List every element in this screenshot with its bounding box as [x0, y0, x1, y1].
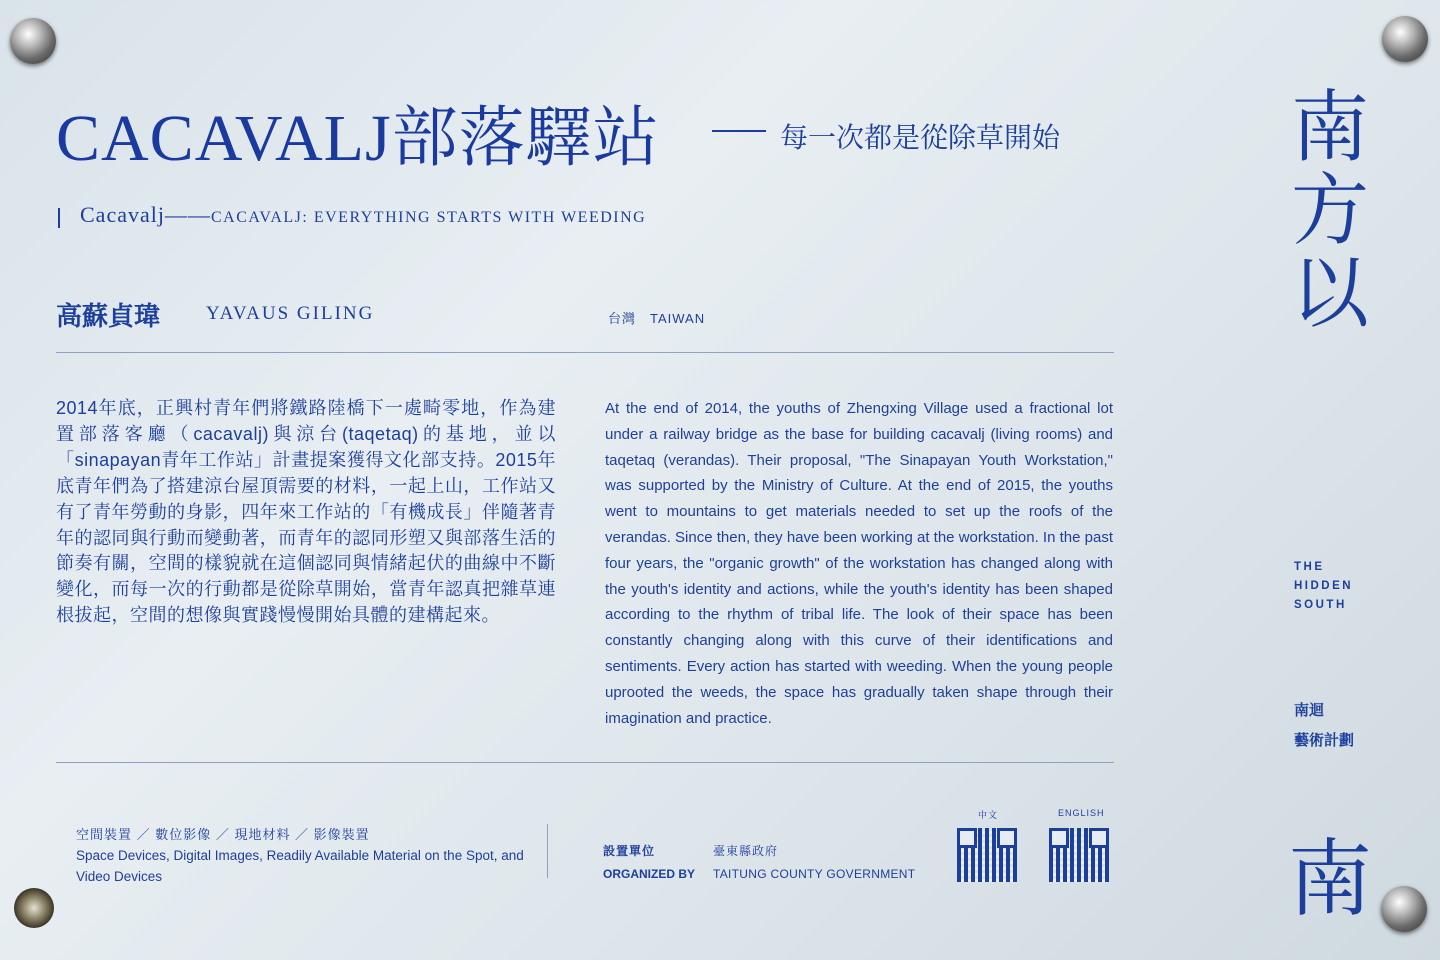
subtitle-name: Cacavalj	[80, 202, 165, 227]
subtitle-bar	[58, 208, 60, 228]
artist-country	[608, 308, 719, 327]
hidden-south-line-3: SOUTH	[1294, 599, 1347, 611]
title-dash	[712, 130, 766, 132]
subtitle-en	[80, 202, 646, 228]
project-line-2: 藝術計劃	[1294, 732, 1355, 749]
country-cn: 台灣	[608, 311, 637, 326]
description-cn: 2014年底，正興村青年們將鐵路陸橋下一處畸零地，作為建置部落客廳（cacavalj)與涼台(taqetaq)的基地，並以「sinapayan青年工作站」計畫提案獲得文化部支持。2015年底青年們為了搭建涼台屋頂需要的材料，一起上山，工作站又有了青年勞動的身影，四年來工作站的「有機成長」伴隨著青年的認同與行動而變動著，而青年的認同形塑又與部落生活的節奏有關，空間的樣貌就在這個認同與情緒起伏的曲線中不斷變化，而每一次的行動都是從除草開始，當青年認真把雜草連根拔起，空間的想像與實踐慢慢開始具體的建構起來。	[56, 398, 556, 626]
artist-name-cn: 高蘇貞瑋	[56, 301, 161, 331]
screw-bottom-right	[1381, 886, 1427, 932]
project-line-1: 南迴	[1294, 702, 1325, 719]
organizer-name-cn: 臺東縣政府	[713, 844, 779, 858]
medium-block	[56, 824, 546, 887]
project-name-cn	[1294, 696, 1354, 756]
hidden-south-line-2: HIDDEN	[1294, 580, 1354, 592]
country-en: TAIWAN	[650, 311, 706, 326]
organizer-label-cn: 設置單位	[603, 844, 656, 858]
medium-en: Space Devices, Digital Images, Readily Available Material on the Spot, and Video Devices	[76, 848, 524, 884]
qr-label-en: ENGLISH	[1058, 808, 1105, 818]
artist-name-en: YAVAUS GILING	[206, 303, 375, 324]
subtitle-dash: ——	[164, 202, 211, 227]
hidden-south-label	[1294, 558, 1353, 615]
logo-south: 南	[1288, 834, 1373, 927]
description-en: At the end of 2014, the youths of Zhengxing Village used a fractional lot under a railway bridge as the base for building cacavalj (living rooms) and taqetaq (verandas). Their proposal, "The Sinapayan Youth Workstation," was supported by the Ministry of Culture. At the end of 2015, the youths went to mountains to get materials needed to set up the roofs of the verandas. Since then, they have been working at the workstation. In the past four years, the "organic growth" of the workstation has changed along with the youth's identity and actions, while the youth's identity has been shaped according to the rhythm of tribal life. The look of their space has been constantly changing along with this curve of their identifications and sentiments. Every action has started with weeding. When the young people uprooted the weeds, the space has gradually taken shape through their imagination and practice.	[605, 400, 1113, 727]
qr-code-en-icon[interactable]	[1049, 828, 1109, 882]
qr-code-cn-icon[interactable]	[957, 828, 1017, 882]
screw-top-left	[10, 18, 56, 64]
organizer-label-en: ORGANIZED BY	[603, 867, 696, 881]
page-title: CACAVALJ部落驛站	[56, 102, 660, 175]
vertical-title: 南方以	[1290, 84, 1369, 337]
divider-top	[56, 352, 1114, 353]
medium-cn: 空間裝置 ／ 數位影像 ／ 現地材料 ／ 影像裝置	[76, 827, 370, 842]
hidden-south-line-1: THE	[1294, 561, 1325, 573]
title-subtitle-cn: 每一次都是從除草開始	[780, 123, 1061, 154]
medium-divider	[547, 824, 548, 878]
organizer-name-en: TAITUNG COUNTY GOVERNMENT	[713, 867, 916, 881]
divider-bottom	[56, 762, 1114, 763]
screw-hole-bottom-left	[14, 888, 54, 928]
subtitle-text: CACAVALJ: EVERYTHING STARTS WITH WEEDING	[210, 209, 647, 226]
screw-top-right	[1382, 16, 1428, 62]
qr-label-cn: 中文	[978, 810, 999, 820]
